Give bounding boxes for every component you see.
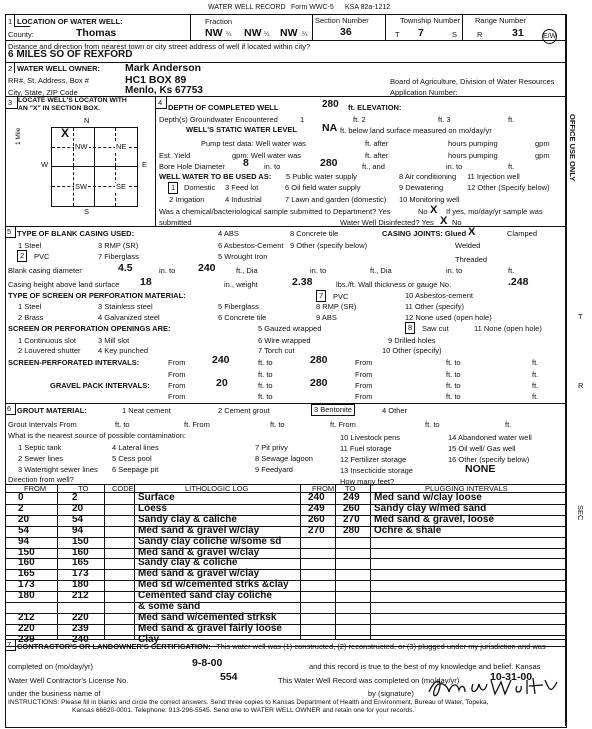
section-number-label: Section Number: [315, 16, 369, 25]
city-label: City, State, ZIP Code: [8, 88, 78, 97]
distance-value: 6 MILES SO OF REXFORD: [8, 49, 133, 60]
log-description: Med sand w/cemented strksk: [138, 611, 277, 623]
locate-label-2: AN "X" IN SECTION BOX.: [18, 105, 100, 112]
log-description: Sandy clay coliche w/some sd: [138, 535, 282, 547]
static-level-label: WELL'S STATIC WATER LEVEL: [186, 125, 297, 134]
address-label: RR#, St. Address, Box #: [8, 76, 89, 85]
s1-number: 1: [8, 17, 13, 26]
log-to: 54: [72, 513, 84, 525]
owner-label: WATER WELL OWNER:: [17, 64, 101, 73]
row-divider: [5, 526, 565, 527]
gravel-from: 20: [216, 377, 228, 389]
chem-no-mark: X: [430, 204, 438, 216]
casing-height: 18: [140, 276, 152, 288]
plug-description: Med sand & gravel, loose: [374, 513, 495, 525]
signature: [425, 671, 565, 700]
quarter-1: NW: [205, 27, 223, 39]
log-to: 212: [72, 590, 89, 602]
plug-description: Ochre & shale: [374, 524, 442, 536]
grout-label: GROUT MATERIAL:: [17, 406, 87, 415]
county-label: County:: [8, 30, 34, 39]
plug-to: 249: [343, 492, 360, 503]
log-to: 240: [72, 633, 89, 645]
log-from: 54: [18, 524, 30, 536]
city-value: Menlo, Ks 67753: [125, 85, 203, 96]
log-description: Surface: [138, 492, 175, 503]
township-value: 7: [418, 27, 424, 39]
log-description: Med sand & gravel w/clay: [138, 524, 260, 536]
perf-to: 280: [310, 354, 328, 366]
contamination-value: NONE: [465, 463, 496, 475]
log-description: Med sand & gravel w/clay: [138, 546, 260, 558]
log-description: Med sand & gravel fairly loose: [138, 622, 282, 634]
log-description: Med sand & gravel w/clay: [138, 568, 260, 580]
log-description: Sandy clay & coliche: [138, 557, 238, 569]
log-description: Clay: [138, 633, 160, 645]
casing-label: TYPE OF BLANK CASING USED:: [17, 229, 135, 238]
log-from: 94: [18, 535, 30, 547]
log-to: 165: [72, 557, 89, 569]
s1-label: LOCATION OF WATER WELL:: [17, 17, 123, 26]
plug-to: 270: [343, 513, 360, 525]
log-to: 2: [72, 492, 78, 503]
fraction-label: Fraction: [205, 17, 233, 26]
row-divider: [5, 635, 565, 636]
row-divider: [5, 624, 565, 625]
well-location-mark: X: [61, 126, 70, 140]
screen-label: TYPE OF SCREEN OR PERFORATION MATERIAL:: [8, 291, 186, 300]
completion-date: 9-8-00: [192, 657, 223, 669]
plug-to: 280: [343, 524, 360, 536]
plug-from: 249: [308, 502, 325, 514]
township-number-label: Township Number: [400, 16, 461, 25]
row-divider: [5, 591, 565, 592]
address-value: HC1 BOX 89: [125, 74, 187, 86]
section-value: 36: [340, 26, 352, 38]
log-to: 180: [72, 579, 89, 591]
casing-pvc-box: 2: [17, 250, 27, 262]
casing-joints-label: CASING JOINTS: Glued: [382, 229, 467, 238]
bore-depth: 280: [320, 157, 338, 169]
office-use-label: OFFICE USE ONLY: [568, 114, 577, 182]
quarter-3: NW: [280, 27, 298, 39]
log-from: 150: [18, 546, 35, 558]
section-map: NW NE SW SE X: [51, 127, 138, 207]
log-description: Sandy clay & caliche: [138, 513, 237, 525]
plug-from: 260: [308, 513, 325, 525]
certification-label: CONTRACTOR'S OR LANDOWNER'S CERTIFICATION:: [17, 642, 211, 651]
gravel-to: 280: [310, 377, 328, 389]
distance-label: Distance and direction from nearest town or city street address of well if located within city?: [8, 42, 311, 51]
mile-label: 1 Mile: [15, 127, 22, 145]
static-level-value: NA: [322, 122, 338, 134]
log-from: 173: [18, 579, 35, 591]
plug-to: 260: [343, 502, 360, 514]
bentonite-box: 3 Bentonite: [311, 404, 355, 416]
log-from: 2: [18, 502, 24, 514]
use-label: WELL WATER TO BE USED AS:: [159, 172, 272, 181]
log-to: 150: [72, 535, 89, 547]
form-title: WATER WELL RECORD: [208, 4, 286, 11]
range-value: 31: [512, 27, 524, 39]
depth-value: 280: [322, 99, 339, 110]
openings-label: SCREEN OR PERFORATION OPENINGS ARE:: [8, 324, 171, 333]
disinfected-mark: X: [440, 215, 448, 227]
log-from: 220: [18, 622, 35, 634]
row-divider: [5, 569, 565, 570]
owner-value: Mark Anderson: [125, 62, 202, 74]
log-description: Loess: [138, 502, 167, 514]
log-to: 173: [72, 568, 89, 580]
locate-label-1: LOCATE WELL'S LOCATON WITH: [18, 97, 127, 104]
board-label: Board of Agriculture, Division of Water Resources: [390, 77, 555, 86]
log-from: 212: [18, 611, 35, 623]
log-to: 20: [72, 502, 84, 514]
application-number-label: Application Number:: [390, 88, 458, 97]
row-divider: [5, 558, 565, 559]
plug-from: 270: [308, 524, 325, 536]
form-number: Form WWC-5: [291, 4, 334, 11]
log-from: 239: [18, 633, 35, 645]
casing-weight: 2.38: [292, 276, 313, 288]
log-description: Med sd w/cemented strks &clay: [138, 579, 289, 591]
depth-label: DEPTH OF COMPLETED WELL: [168, 103, 279, 112]
log-from: 160: [18, 557, 35, 569]
ksa-ref: KSA 82a-1212: [345, 4, 391, 11]
quarter-2: NW: [244, 27, 262, 39]
screen-pvc-box: 7: [316, 290, 326, 302]
plug-description: Sandy clay w/med sand: [374, 502, 487, 514]
record-date: 10-31-00: [490, 671, 533, 683]
log-description: Cemented sand clay coliche: [138, 590, 272, 602]
log-from: 0: [18, 492, 24, 503]
perforated-label: SCREEN-PERFORATED INTERVALS:: [8, 358, 140, 367]
log-from: 165: [18, 568, 35, 580]
contamination-label: What is the nearest source of possible contamination:: [8, 431, 187, 440]
casing-depth: 240: [198, 262, 216, 274]
groundwater-label: Depth(s) Groundwater Encountered: [159, 115, 278, 124]
plug-description: Med sand w/clay loose: [374, 492, 482, 503]
row-divider: [5, 602, 565, 603]
plug-from: 240: [308, 492, 325, 503]
perf-from: 240: [212, 354, 230, 366]
log-to: 160: [72, 546, 89, 558]
log-from: 180: [18, 590, 35, 602]
saw-cut-box: 8: [405, 322, 415, 334]
bore-diameter: 8: [243, 157, 249, 169]
gravel-pack-label: GRAVEL PACK INTERVALS:: [50, 381, 150, 390]
instructions: INSTRUCTIONS: Please fill in blanks and circle the correct answers. Send three copies to Kansas Department of Health and Environment, Bureau of Water, Topeka,: [8, 699, 489, 706]
wall-gauge: .248: [508, 276, 529, 288]
range-number-label: Range Number: [475, 16, 526, 25]
use-selected-box: 1: [168, 182, 178, 194]
log-to: 239: [72, 622, 89, 634]
county-value: Thomas: [76, 27, 117, 39]
log-to: 220: [72, 611, 89, 623]
row-divider: [5, 613, 565, 614]
log-description: & some sand: [138, 601, 201, 612]
row-divider: [5, 537, 565, 538]
license-number: 554: [220, 671, 238, 683]
log-to: 94: [72, 524, 84, 536]
log-from: 20: [18, 513, 30, 525]
elevation-label: ft. ELEVATION:: [348, 103, 402, 112]
row-divider: [5, 548, 565, 549]
east-west-circle: E/W: [542, 29, 557, 44]
casing-diameter: 4.5: [118, 262, 133, 274]
